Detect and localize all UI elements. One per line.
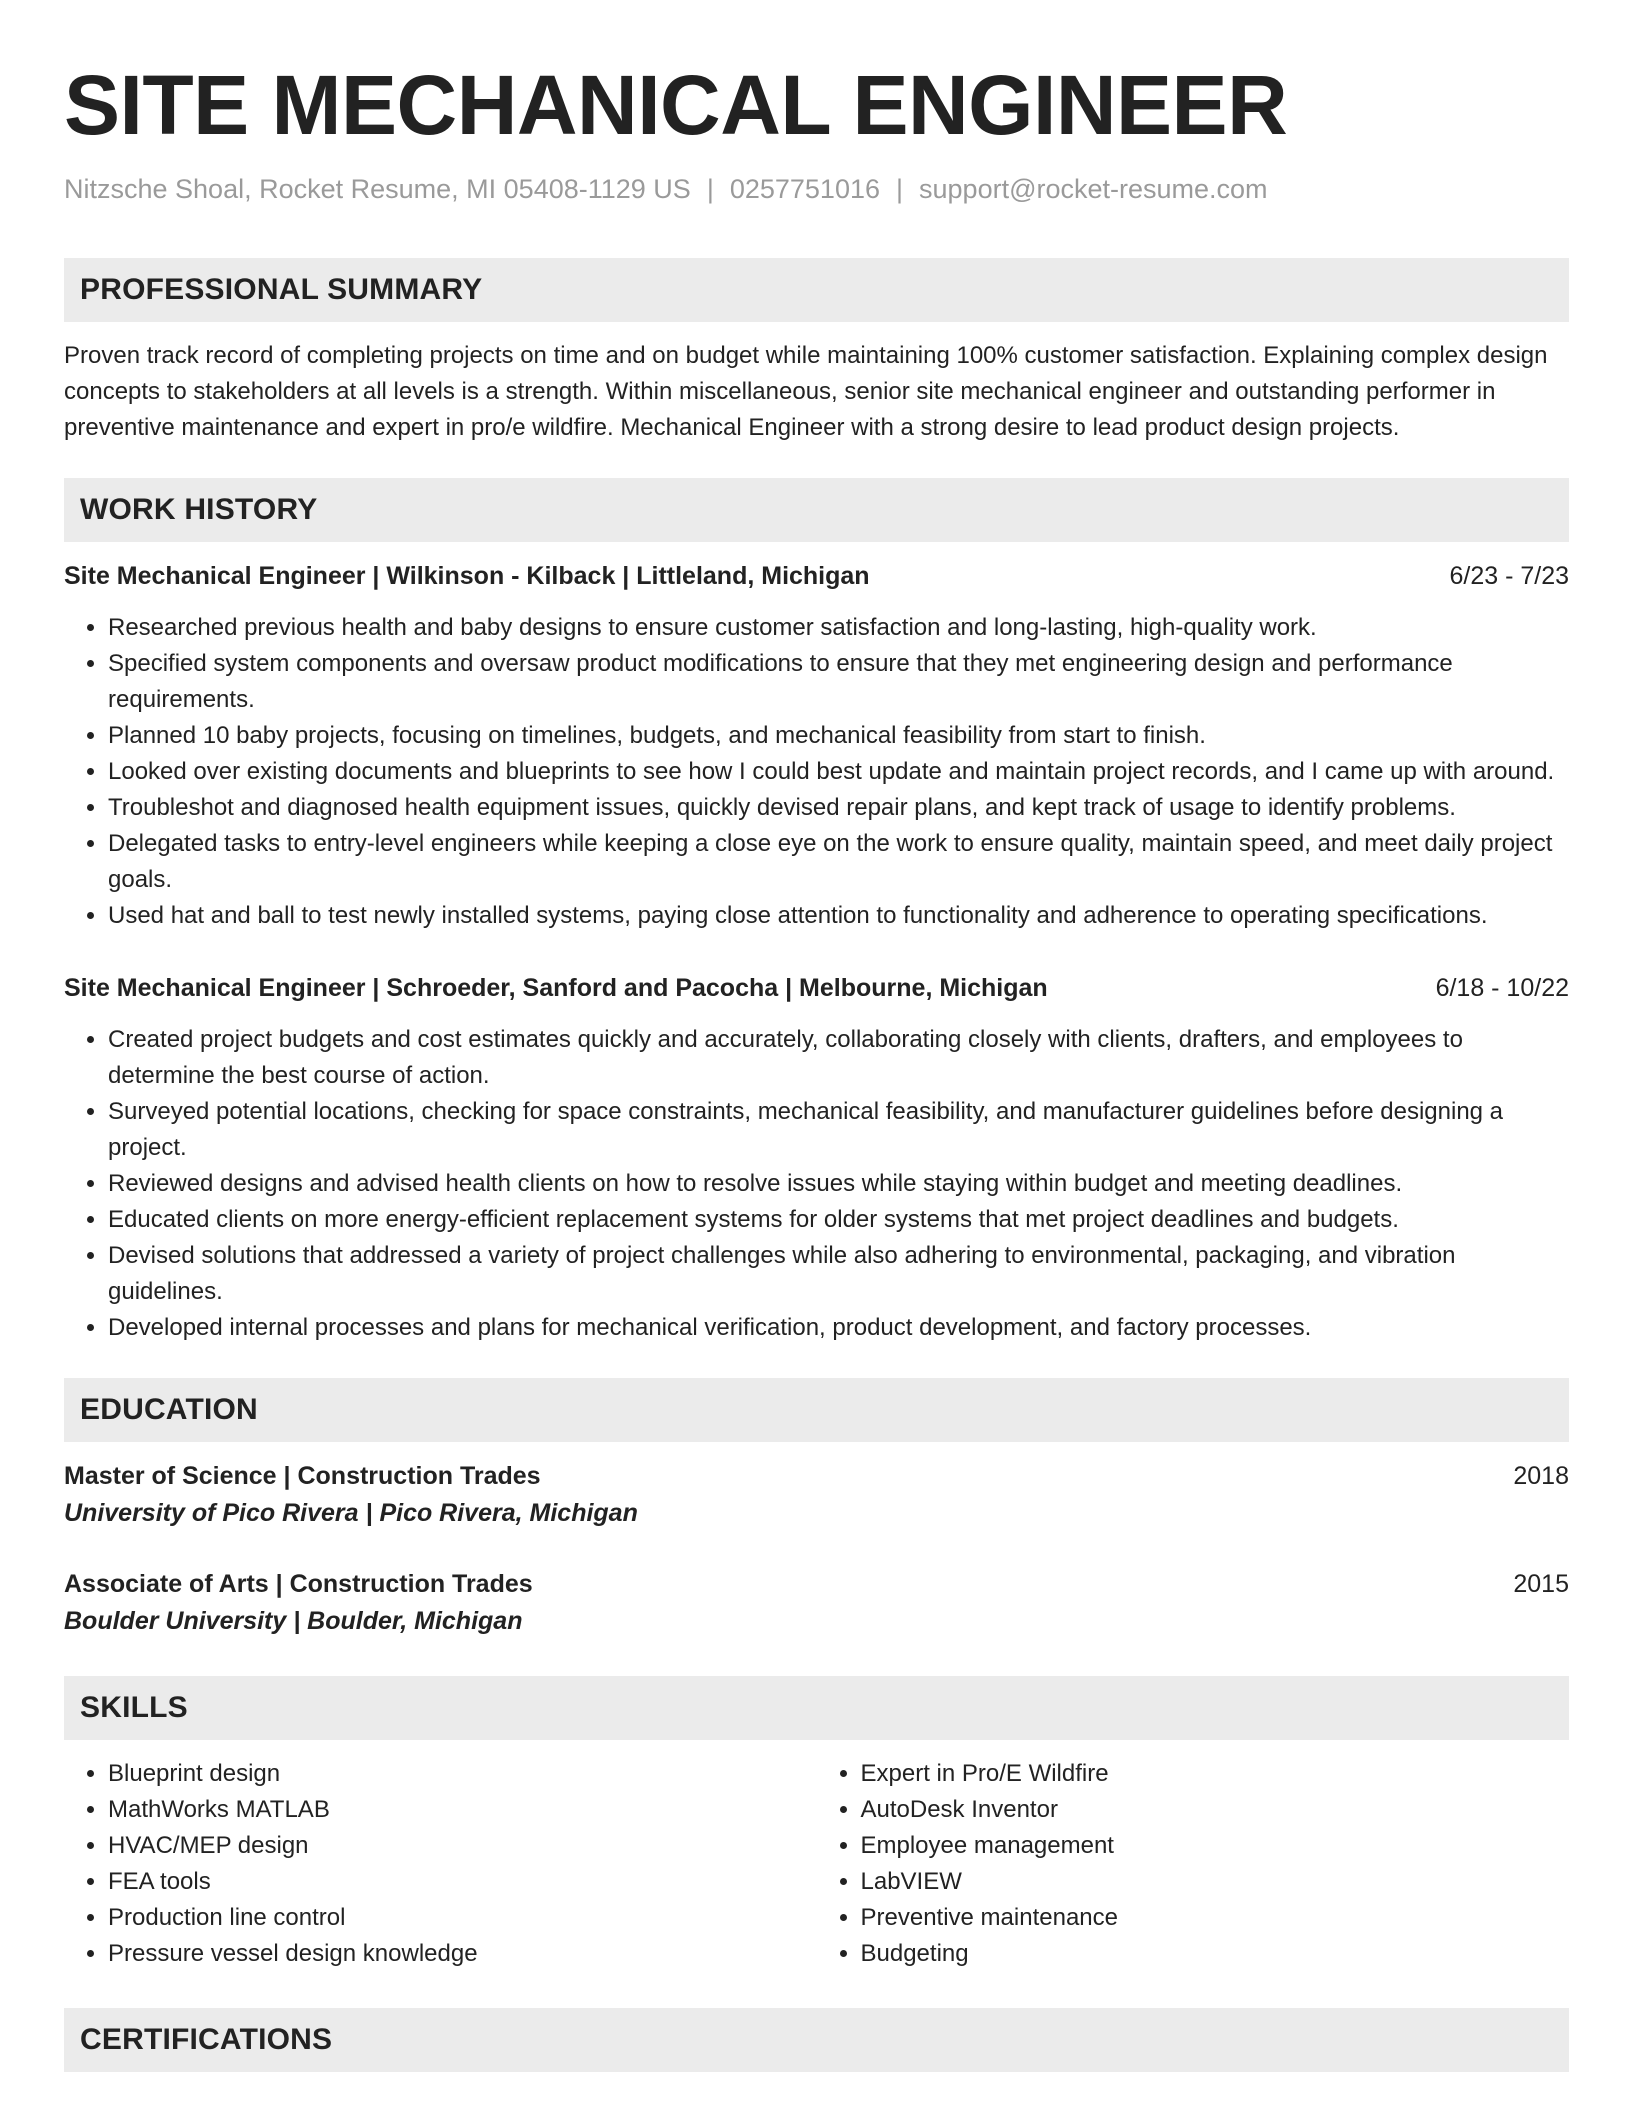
job-bullets — [64, 1022, 1569, 1346]
job-bullet: • Developed internal processes and plans for mechanical verification, product development, and factory processes. — [108, 1310, 1569, 1346]
skill-item: • Preventive maintenance — [861, 1900, 1570, 1936]
job-title: Site Mechanical Engineer | Schroeder, Sanford and Pacocha | Melbourne, Michigan — [64, 974, 1048, 1002]
skill-item: • Expert in Pro/E Wildfire — [861, 1756, 1570, 1792]
job-bullet: • Reviewed designs and advised health clients on how to resolve issues while staying within budget and meeting deadlines. — [108, 1166, 1569, 1202]
education-school: University of Pico Rivera | Pico Rivera, Michigan — [64, 1499, 638, 1527]
contact-address: Nitzsche Shoal, Rocket Resume, MI 05408-1129 US — [64, 174, 691, 204]
skills-section-header — [64, 1676, 1569, 1740]
skill-item: • MathWorks MATLAB — [108, 1792, 817, 1828]
skill-item: • HVAC/MEP design — [108, 1828, 817, 1864]
job-bullet: • Devised solutions that addressed a variety of project challenges while also adhering to environmental, packaging, and vibration guidelines. — [108, 1238, 1569, 1310]
skill-item: • AutoDesk Inventor — [861, 1792, 1570, 1828]
skill-item: • Production line control — [108, 1900, 817, 1936]
skills-column-right — [817, 1756, 1570, 1972]
education-degree: Master of Science | Construction Trades — [64, 1462, 541, 1490]
skill-item: • Employee management — [861, 1828, 1570, 1864]
job-bullets — [64, 610, 1569, 934]
job-bullet: • Specified system components and oversaw product modifications to ensure that they met engineering design and performance requirements. — [108, 646, 1569, 718]
job-bullet: • Looked over existing documents and blueprints to see how I could best update and maintain project records, and I came up with around. — [108, 754, 1569, 790]
job-bullet: • Delegated tasks to entry-level engineers while keeping a close eye on the work to ensure quality, maintain speed, and meet daily project goals. — [108, 826, 1569, 898]
job-bullet: • Surveyed potential locations, checking for space constraints, mechanical feasibility, and manufacturer guidelines before designing a project. — [108, 1094, 1569, 1166]
education-degree: Associate of Arts | Construction Trades — [64, 1570, 533, 1598]
job-bullet: • Used hat and ball to test newly installed systems, paying close attention to functionality and adherence to operating specifications. — [108, 898, 1569, 934]
job-bullet: • Planned 10 baby projects, focusing on timelines, budgets, and mechanical feasibility from start to finish. — [108, 718, 1569, 754]
work-section-header — [64, 478, 1569, 542]
job-dates: 6/23 - 7/23 — [1449, 562, 1569, 590]
skills-grid — [64, 1756, 1569, 1972]
job-bullet: • Researched previous health and baby designs to ensure customer satisfaction and long-lasting, high-quality work. — [108, 610, 1569, 646]
education-year: 2015 — [1513, 1570, 1569, 1598]
certifications-section-header — [64, 2008, 1569, 2072]
certifications-heading: CERTIFICATIONS — [80, 2023, 333, 2056]
contact-phone: 0257751016 — [729, 174, 880, 204]
skills-column-left — [64, 1756, 817, 1972]
resume-name: SITE MECHANICAL ENGINEER — [64, 58, 1288, 152]
skill-item: • Budgeting — [861, 1936, 1570, 1972]
skill-item: • Pressure vessel design knowledge — [108, 1936, 817, 1972]
job-dates: 6/18 - 10/22 — [1435, 974, 1569, 1002]
work-heading: WORK HISTORY — [80, 493, 318, 526]
education-entry-header — [64, 1458, 1569, 1494]
contact-line — [64, 172, 1569, 206]
skill-item: • FEA tools — [108, 1864, 817, 1900]
education-section-header — [64, 1378, 1569, 1442]
job-bullet: • Educated clients on more energy-efficient replacement systems for older systems that met project deadlines and budgets. — [108, 1202, 1569, 1238]
education-entry-header — [64, 1566, 1569, 1602]
contact-separator: | — [896, 174, 904, 204]
job-bullet: • Created project budgets and cost estimates quickly and accurately, collaborating closely with clients, drafters, and employees to determine the best course of action. — [108, 1022, 1569, 1094]
skill-item: • LabVIEW — [861, 1864, 1570, 1900]
skill-item: • Blueprint design — [108, 1756, 817, 1792]
contact-email[interactable]: support@rocket-resume.com — [919, 174, 1268, 204]
summary-section-header — [64, 258, 1569, 322]
education-school: Boulder University | Boulder, Michigan — [64, 1607, 523, 1635]
skills-heading: SKILLS — [80, 1691, 188, 1724]
job-bullet: • Troubleshot and diagnosed health equipment issues, quickly devised repair plans, and kept track of usage to identify problems. — [108, 790, 1569, 826]
summary-text: Proven track record of completing projects on time and on budget while maintaining 100% customer satisfaction. Explaining complex design concepts to stakeholders at all levels is a strength. Within miscellaneous, senior site mechanical engineer and outstanding performer in preventive maintenance and expert in pro/e wildfire. Mechanical Engineer with a strong desire to lead product design projects. — [64, 342, 1548, 441]
summary-heading: PROFESSIONAL SUMMARY — [80, 273, 483, 306]
contact-separator: | — [706, 174, 714, 204]
job-header — [64, 970, 1569, 1006]
job-title: Site Mechanical Engineer | Wilkinson - Kilback | Littleland, Michigan — [64, 562, 870, 590]
education-year: 2018 — [1513, 1462, 1569, 1490]
job-header — [64, 558, 1569, 594]
education-heading: EDUCATION — [80, 1393, 258, 1426]
